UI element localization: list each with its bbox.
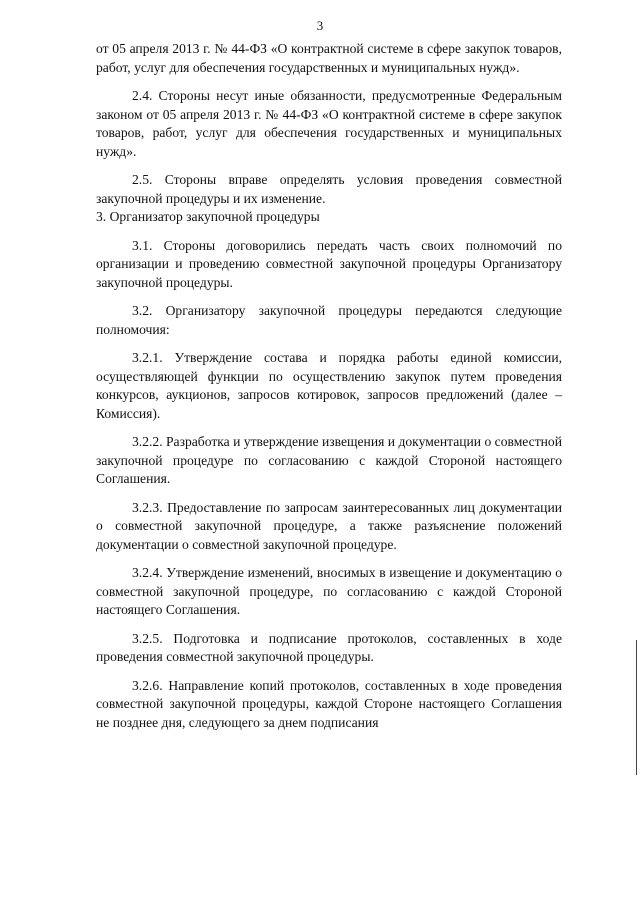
paragraph-3-2-3: 3.2.3. Предоставление по запросам заинтересованных лиц документации о совместной закупочной процедуре, а также разъяснение положений документации о совместной закупочной процедуре.	[96, 499, 562, 552]
section-heading-3: 3. Организатор закупочной процедуры	[96, 209, 320, 224]
paragraph-3-2-1: 3.2.1. Утверждение состава и порядка работы единой комиссии, осуществляющей функции по осуществлению закупок путем проведения конкурсов, аукционов, запросов котировок, запросов предложений (далее – Комиссия).	[96, 350, 562, 421]
paragraph-2-5: 2.5. Стороны вправе определять условия проведения совместной закупочной процедуры и их изменение.	[96, 172, 562, 206]
paragraph-3-2: 3.2. Организатору закупочной процедуры передаются следующие полномочия:	[96, 303, 562, 337]
paragraph-continuation: от 05 апреля 2013 г. № 44-ФЗ «О контрактной системе в сфере закупок товаров, работ, услуг для обеспечения государственных и муниципальных нужд».	[96, 41, 562, 75]
scan-edge-line	[636, 640, 637, 775]
paragraph-3-2-5: 3.2.5. Подготовка и подписание протоколов, составленных в ходе проведения совместной закупочной процедуры.	[96, 630, 562, 664]
page-number: 3	[316, 18, 324, 33]
document-body	[96, 40, 562, 732]
paragraph-3-2-2: 3.2.2. Разработка и утверждение извещения и документации о совместной закупочной процедуре по согласованию с каждой Стороной настоящего Соглашения.	[96, 434, 562, 486]
paragraph-3-2-4: 3.2.4. Утверждение изменений, вносимых в извещение и документацию о совместной закупочной процедуре, по согласованию с каждой Стороной настоящего Соглашения.	[96, 565, 562, 617]
paragraph-2-4: 2.4. Стороны несут иные обязанности, предусмотренные Федеральным законом от 05 апреля 2013 г. № 44-ФЗ «О контрактной системе в сфере закупок товаров, работ, услуг для обеспечения государственных и муниципальных нужд».	[96, 88, 562, 159]
paragraph-3-1: 3.1. Стороны договорились передать часть своих полномочий по организации и проведению совместной закупочной процедуры Организатору закупочной процедуры.	[96, 237, 562, 290]
paragraph-3-2-6: 3.2.6. Направление копий протоколов, составленных в ходе проведения совместной закупочной процедуры, каждой Стороне настоящего Соглашения не позднее дня, следующего за днем подписания	[96, 677, 562, 730]
